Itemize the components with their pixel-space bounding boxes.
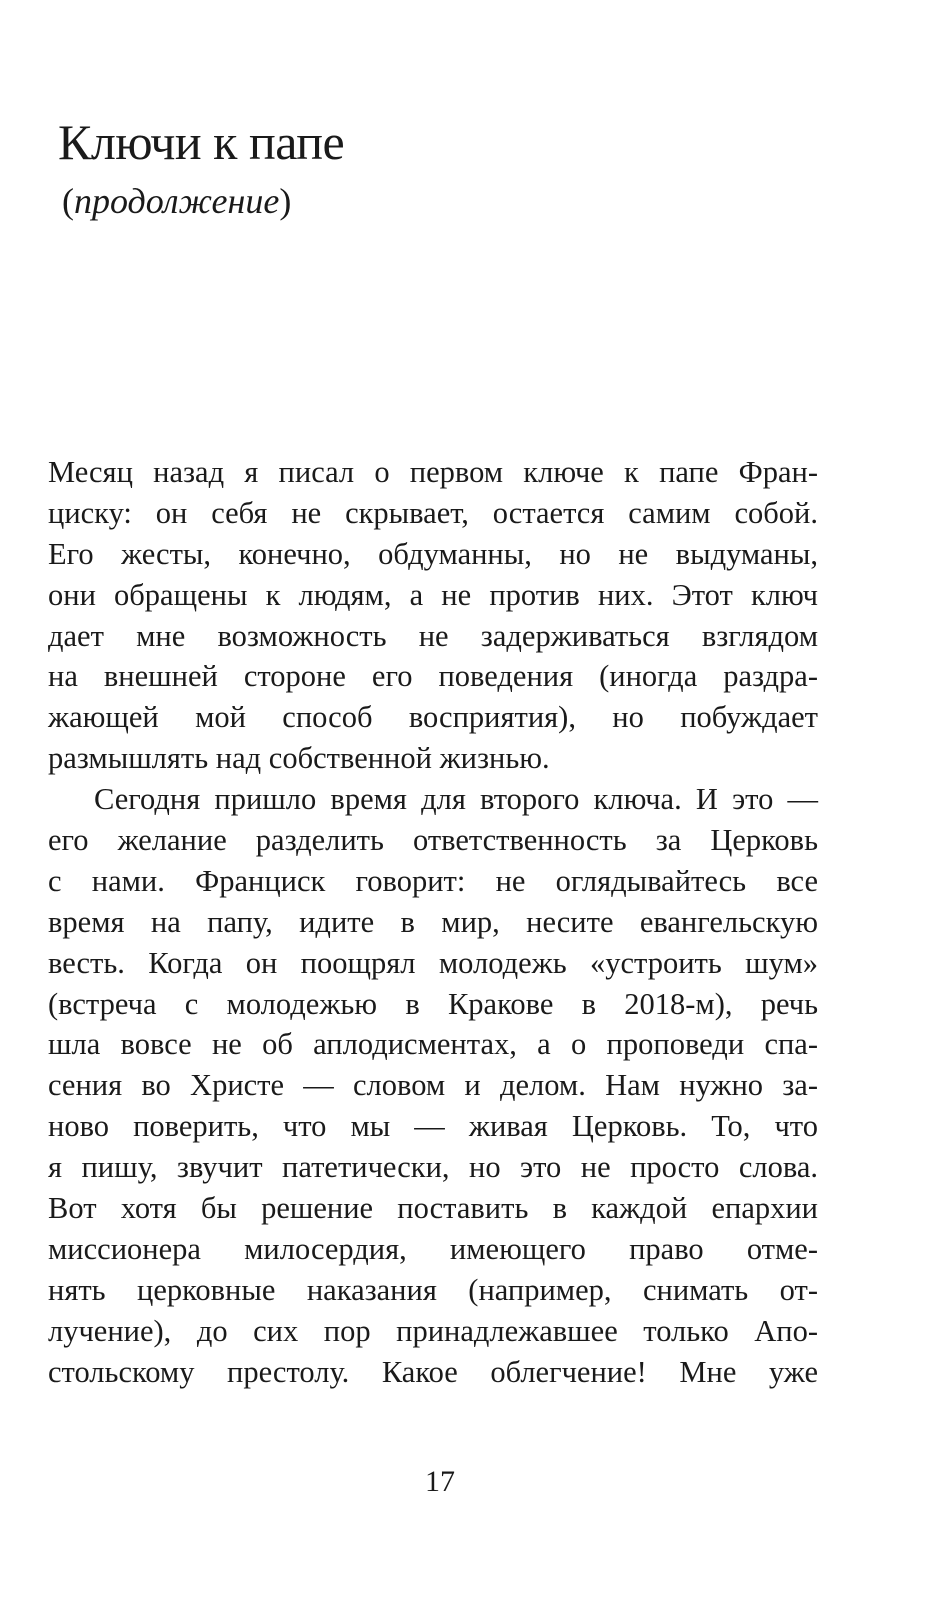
text-line: я пишу, звучит патетически, но это не просто слова. bbox=[48, 1150, 818, 1185]
text-line: лучение), до сих пор принадлежавшее только Апо- bbox=[48, 1313, 818, 1348]
text-line: дает мне возможность не задерживаться взглядом bbox=[48, 618, 818, 653]
text-line: сения во Христе — словом и делом. Нам нужно за- bbox=[48, 1068, 818, 1103]
text-line: размышлять над собственной жизнью. bbox=[48, 741, 550, 776]
body-text bbox=[48, 452, 818, 1392]
text-line: Месяц назад я писал о первом ключе к папе Фран- bbox=[48, 455, 818, 489]
subtitle-text: продолжение bbox=[74, 181, 280, 221]
subtitle-open-paren: ( bbox=[62, 181, 74, 221]
text-line: весть. Когда он поощрял молодежь «устроить шум» bbox=[48, 945, 818, 980]
text-line: жающей мой способ восприятия), но побуждает bbox=[48, 700, 818, 735]
text-line: ново поверить, что мы — живая Церковь. То, что bbox=[48, 1109, 818, 1144]
text-line: они обращены к людям, а не против них. Этот ключ bbox=[48, 577, 818, 612]
text-line: Его жесты, конечно, обдуманны, но не выдуманы, bbox=[48, 536, 818, 571]
text-line: Сегодня пришло время для второго ключа. И это — bbox=[94, 782, 818, 817]
text-line: миссионера милосердия, имеющего право отме- bbox=[48, 1231, 818, 1266]
text-line: на внешней стороне его поведения (иногда раздра- bbox=[48, 659, 818, 694]
text-line: стольскому престолу. Какое облегчение! Мне уже bbox=[48, 1354, 818, 1389]
text-line: (встреча с молодежью в Кракове в 2018-м), речь bbox=[48, 986, 818, 1021]
text-line: нять церковные наказания (например, снимать от- bbox=[48, 1272, 818, 1307]
page-number: 17 bbox=[425, 1465, 455, 1498]
chapter-title: Ключи к папе bbox=[58, 114, 345, 170]
text-line: с нами. Франциск говорит: не оглядывайтесь все bbox=[48, 863, 818, 898]
text-line: Вот хотя бы решение поставить в каждой епархии bbox=[48, 1191, 818, 1226]
chapter-subtitle bbox=[62, 178, 291, 224]
text-line: его желание разделить ответственность за Церковь bbox=[48, 823, 818, 858]
subtitle-close-paren: ) bbox=[279, 181, 292, 221]
text-line: циску: он себя не скрывает, остается самим собой. bbox=[48, 495, 818, 530]
text-line: время на папу, идите в мир, несите евангельскую bbox=[48, 904, 818, 939]
text-line: шла вовсе не об аплодисментах, а о проповеди спа- bbox=[48, 1027, 818, 1062]
